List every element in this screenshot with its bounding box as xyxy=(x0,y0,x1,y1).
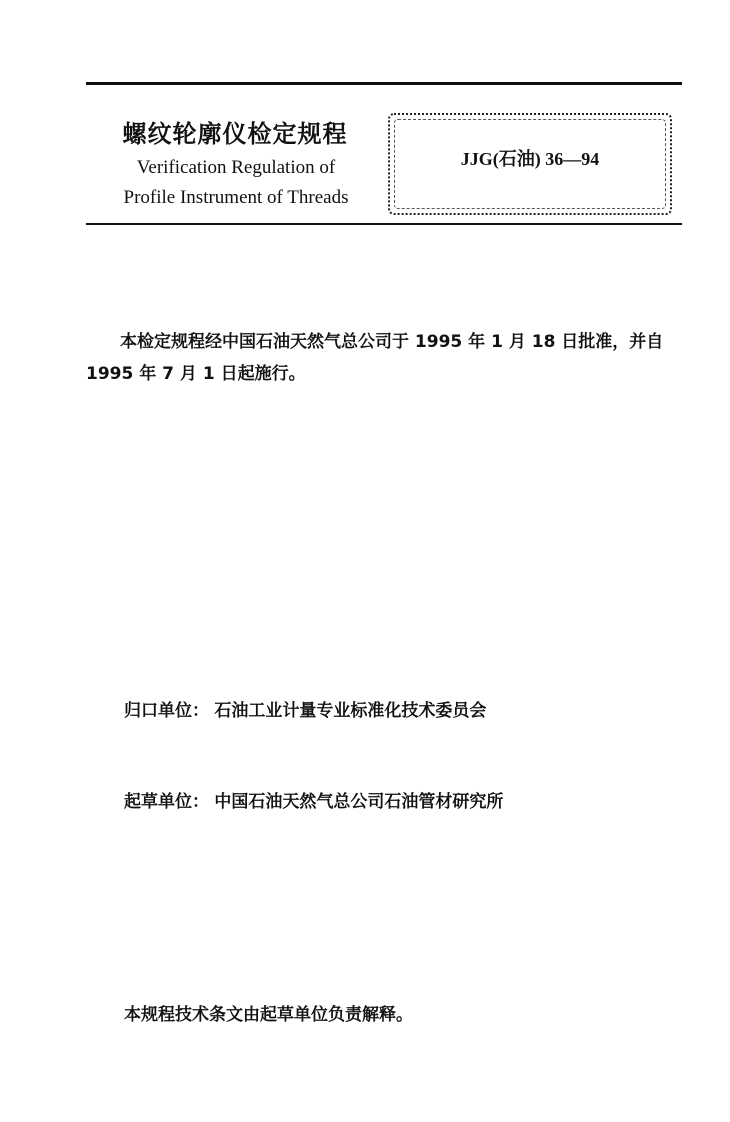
drafting-unit-label: 起草单位： xyxy=(124,792,209,812)
drafting-unit-row xyxy=(124,787,503,812)
interpretation-note: 本规程技术条文由起草单位负责解释。 xyxy=(124,1005,413,1025)
top-rule xyxy=(86,82,682,85)
title-english-line1: Verification Regulation of xyxy=(136,157,336,178)
title-english-line2: Profile Instrument of Threads xyxy=(123,187,349,208)
responsible-unit-row xyxy=(124,696,486,721)
regulation-code-box xyxy=(388,113,672,215)
bottom-rule xyxy=(86,223,682,225)
responsible-unit-label: 归口单位： xyxy=(124,701,209,721)
responsible-unit-value: 石油工业计量专业标准化技术委员会 xyxy=(214,701,487,721)
drafting-unit-value: 中国石油天然气总公司石油管材研究所 xyxy=(214,792,504,812)
title-chinese: 螺纹轮廓仪检定规程 xyxy=(122,120,348,148)
regulation-code: JJG(石油) 36—94 xyxy=(460,149,600,169)
approval-paragraph: 本检定规程经中国石油天然气总公司于 1995 年 1 月 18 日批准，并自 1995 年 7 月 1 日起施行。 xyxy=(86,332,664,384)
